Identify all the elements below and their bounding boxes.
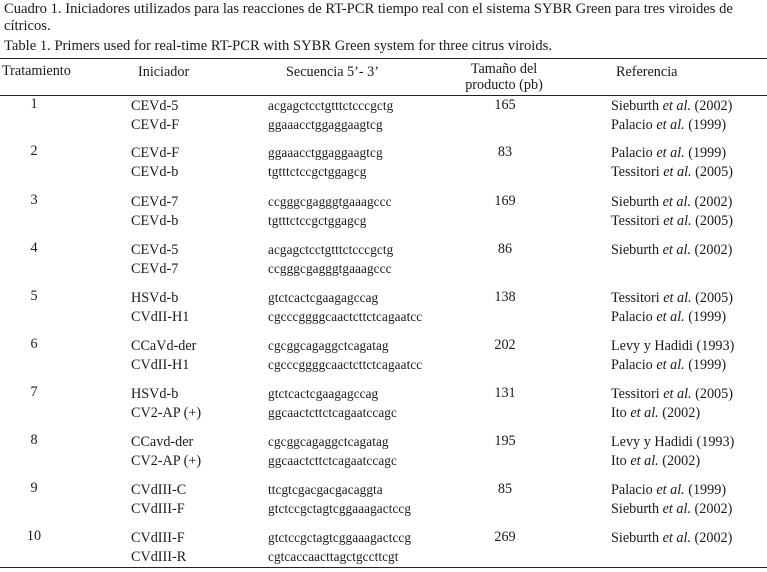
tratamiento-number: 1	[30, 96, 38, 112]
tratamiento-number: 2	[30, 143, 38, 159]
primer-sequences	[268, 528, 411, 566]
tratamiento-number: 3	[30, 192, 38, 208]
header-tratamiento: Tratamiento	[2, 63, 71, 79]
primer-sequence: ggaaacctggaggaagtcg	[268, 145, 383, 160]
primer-names	[131, 193, 178, 231]
references	[611, 529, 732, 567]
primer-sequence: cgcccggggcaactcttctcagaatcc	[268, 309, 423, 324]
reference: Tessitori et al. (2005)	[611, 290, 733, 306]
caption-spanish: Cuadro 1. Iniciadores utilizados para las reacciones de RT-PCR tiempo real con el sistema SYBR Green para tres viroides de cítricos.	[4, 1, 733, 34]
primer-names	[131, 289, 189, 327]
tratamiento-number: 5	[30, 288, 38, 304]
caption-english: Table 1. Primers used for real-time RT-PCR with SYBR Green system for three citrus viroids.	[4, 38, 552, 54]
primer-name: CVdIII-F	[131, 501, 185, 517]
primer-name: CVdII-H1	[131, 357, 190, 373]
table-row	[0, 528, 767, 572]
primer-name: CVdIII-F	[131, 530, 185, 546]
product-size: 85	[497, 481, 513, 497]
references	[611, 193, 733, 231]
tratamiento-number: 7	[30, 384, 38, 400]
references	[611, 433, 734, 471]
product-size: 269	[494, 529, 516, 545]
primer-name: CCaVd-der	[131, 338, 197, 354]
primer-name: CVdIII-C	[131, 482, 187, 498]
references	[611, 241, 732, 279]
references	[611, 337, 734, 375]
product-size: 131	[494, 385, 516, 401]
primer-name: CEVd-7	[131, 261, 179, 277]
reference	[611, 260, 732, 279]
references	[611, 385, 733, 423]
reference: Ito et al. (2002)	[611, 405, 701, 421]
table-row	[0, 192, 767, 236]
primer-name: CEVd-5	[131, 98, 179, 114]
table-row	[0, 143, 767, 187]
reference: Palacio et al. (1999)	[611, 117, 727, 133]
primer-names	[131, 433, 201, 471]
primer-name: CEVd-F	[131, 145, 180, 161]
primer-names	[131, 481, 186, 519]
primer-name: CEVd-5	[131, 242, 179, 258]
primer-sequence: gtctccgctagtcggaaagactccg	[268, 501, 412, 516]
primer-sequence: gtctcactcgaagagccag	[268, 386, 379, 401]
primer-sequence: gtctcactcgaagagccag	[268, 290, 379, 305]
tratamiento-number: 8	[30, 432, 38, 448]
header-tamano	[454, 61, 554, 93]
product-size: 165	[494, 97, 516, 113]
references	[611, 97, 732, 135]
table-row	[0, 336, 767, 380]
reference: Tessitori et al. (2005)	[611, 164, 733, 180]
primer-sequence: tgtttctccgctggagcg	[268, 164, 367, 179]
reference: Palacio et al. (1999)	[611, 145, 727, 161]
primer-sequences	[268, 432, 397, 470]
primer-sequence: cgtcaccaacttagctgccttcgt	[268, 549, 399, 564]
reference: Ito et al. (2002)	[611, 453, 701, 469]
primer-sequence: ccgggcgagggtgaaagccc	[268, 261, 392, 276]
primer-sequences	[268, 384, 397, 422]
header-iniciador: Iniciador	[138, 64, 190, 80]
header-tamano-line2: producto (pb)	[465, 77, 543, 93]
primer-sequence: ggcaactcttctcagaatccagc	[268, 453, 397, 468]
primer-name: CV2-AP (+)	[131, 453, 202, 469]
reference: Tessitori et al. (2005)	[611, 386, 733, 402]
primer-sequence: tgtttctccgctggagcg	[268, 213, 367, 228]
primer-sequences	[268, 96, 393, 134]
primer-name: HSVd-b	[131, 386, 179, 402]
product-size: 202	[494, 337, 516, 353]
table-top-rule	[0, 58, 767, 59]
primer-names	[131, 529, 186, 567]
product-size: 169	[494, 193, 516, 209]
product-size: 138	[494, 289, 516, 305]
primer-name: CEVd-b	[131, 164, 179, 180]
reference: Palacio et al. (1999)	[611, 357, 727, 373]
primer-sequences	[268, 192, 392, 230]
primer-name: CVdIII-R	[131, 549, 187, 565]
primer-name: CEVd-b	[131, 213, 179, 229]
reference: Palacio et al. (1999)	[611, 482, 727, 498]
primer-sequence: acgagctcctgtttctcccgctg	[268, 98, 394, 113]
reference: Levy y Hadidi (1993)	[611, 338, 735, 354]
primer-name: CV2-AP (+)	[131, 405, 202, 421]
table-row	[0, 432, 767, 476]
product-size: 195	[494, 433, 516, 449]
references	[611, 289, 733, 327]
primer-sequence: ttcgtcgacgacgacaggta	[268, 482, 383, 497]
primer-sequence: cgcggcagaggctcagatag	[268, 434, 389, 449]
reference	[611, 548, 732, 567]
tratamiento-number: 6	[30, 336, 38, 352]
table-bottom-rule	[0, 567, 767, 568]
primer-sequence: ggcaactcttctcagaatccagc	[268, 405, 397, 420]
primer-sequence: ccgggcgagggtgaaagccc	[268, 194, 392, 209]
references	[611, 481, 732, 519]
primer-sequence: cgcggcagaggctcagatag	[268, 338, 389, 353]
reference: Sieburth et al. (2002)	[611, 530, 733, 546]
tratamiento-number: 4	[30, 240, 38, 256]
reference: Tessitori et al. (2005)	[611, 213, 733, 229]
header-tamano-line1: Tamaño del	[470, 61, 538, 77]
primer-sequence: gtctccgctagtcggaaagactccg	[268, 530, 412, 545]
primer-name: CCavd-der	[131, 434, 194, 450]
reference: Levy y Hadidi (1993)	[611, 434, 735, 450]
primer-names	[131, 97, 179, 135]
primer-sequences	[268, 288, 422, 326]
table-row	[0, 240, 767, 284]
header-referencia: Referencia	[616, 64, 678, 80]
product-size: 86	[497, 241, 513, 257]
primer-sequences	[268, 240, 393, 278]
reference: Sieburth et al. (2002)	[611, 194, 733, 210]
reference: Sieburth et al. (2002)	[611, 98, 733, 114]
table-row	[0, 96, 767, 140]
primer-name: CEVd-F	[131, 117, 180, 133]
primer-name: HSVd-b	[131, 290, 179, 306]
header-secuencia: Secuencia 5’- 3’	[286, 64, 379, 80]
primer-sequences	[268, 143, 383, 181]
product-size: 83	[497, 144, 513, 160]
table-row	[0, 384, 767, 428]
primer-name: CVdII-H1	[131, 309, 190, 325]
primer-sequences	[268, 336, 422, 374]
primer-sequences	[268, 480, 411, 518]
reference: Palacio et al. (1999)	[611, 309, 727, 325]
primer-sequence: cgcccggggcaactcttctcagaatcc	[268, 357, 423, 372]
primer-name: CEVd-7	[131, 194, 179, 210]
references	[611, 144, 733, 182]
tratamiento-number: 9	[30, 480, 38, 496]
tratamiento-number: 10	[26, 528, 42, 544]
reference: Sieburth et al. (2002)	[611, 242, 733, 258]
table-row	[0, 480, 767, 524]
primer-names	[131, 337, 196, 375]
primer-names	[131, 144, 179, 182]
table-row	[0, 288, 767, 332]
primer-names	[131, 385, 201, 423]
primer-names	[131, 241, 178, 279]
reference: Sieburth et al. (2002)	[611, 501, 733, 517]
primer-sequence: acgagctcctgtttctcccgctg	[268, 242, 394, 257]
primer-sequence: ggaaacctggaggaagtcg	[268, 117, 383, 132]
